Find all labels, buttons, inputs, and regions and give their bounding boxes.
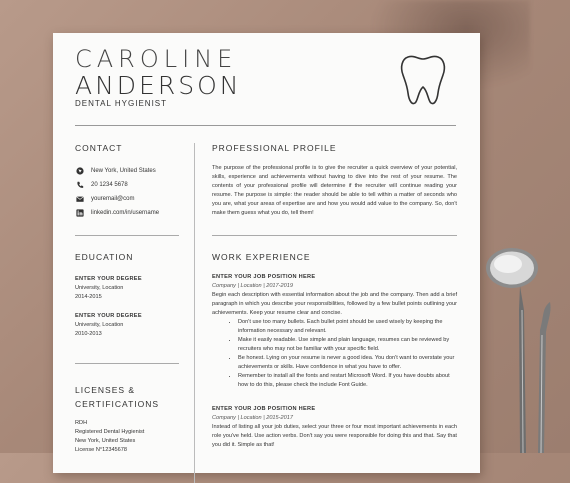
licenses-heading: LICENSES & CERTIFICATIONS (75, 385, 160, 409)
profile-heading: PROFESSIONAL PROFILE (212, 143, 337, 153)
education-entry: ENTER YOUR DEGREE University, Location 2014-2015 (75, 276, 142, 300)
email-icon (75, 195, 84, 204)
job-title: DENTAL HYGIENIST (75, 99, 168, 108)
list-item: • Remember to install all the fonts and restart Microsoft Word. If you have doubts about how to do this, please check the include Font Guide. (238, 372, 457, 390)
education-divider (75, 363, 179, 364)
column-divider (194, 143, 195, 483)
contact-phone: 20 1234 5678 (75, 178, 159, 192)
linkedin-icon (75, 209, 84, 218)
contact-heading: CONTACT (75, 143, 123, 153)
resume-page (53, 33, 480, 473)
contact-divider (75, 235, 179, 236)
last-name: ANDERSON (75, 71, 242, 100)
tooth-icon (398, 51, 448, 107)
phone-icon (75, 181, 84, 190)
education-heading: EDUCATION (75, 252, 134, 262)
profile-text: The purpose of the professional profile is to give the recruiter a quick overview of your potential, skills, experience and achievements without having to dive into the rest of your resume. The contents of your professional profile will determine if the recruiter will continue reading your resume. The purpose is simple: the reader should be able to tell within a matter of seconds who you are, what your areas of expertise are and how you would add value to the company. So, don't make them guess what you do, tell them! (212, 165, 457, 216)
job-entry: ENTER YOUR JOB POSITION HERE Company | Location | 2015-2017 Instead of listing all your job duties, select your three or four most important achievements in each role you've held. Use action verbs. Don't say you were responsible for doing this and that. Say that you did it. Simple as that! (212, 406, 457, 448)
education-entry: ENTER YOUR DEGREE University, Location 2010-2013 (75, 313, 142, 337)
achievement-list (212, 318, 457, 390)
profile-divider (212, 235, 457, 236)
list-item: • Make it easily readable. Use simple and plain language, resumes can be reviewed by recruiters who may not be familiar with your specific field. (238, 336, 457, 354)
dental-tools-image (480, 240, 570, 453)
contact-linkedin[interactable]: linkedin.com/in/username (75, 206, 159, 220)
contact-list (75, 164, 159, 220)
location-icon (75, 167, 84, 176)
contact-email[interactable]: youremail@com (75, 192, 159, 206)
list-item: • Don't use too many bullets. Each bullet point should be used wisely by keeping the information necessary and relevant. (238, 318, 457, 336)
list-item: • Be honest. Lying on your resume is never a good idea. You don't want to overstate your achievements or skills. Have confidence in what you have to offer. (238, 354, 457, 372)
job-entry: ENTER YOUR JOB POSITION HERE Company | Location | 2017-2019 Begin each description with essential information about the job and the company. Then add a brief paragraph in which you describe your responsibilities, followed by a few bullet points outlining your achievements. Keep your resume clear and concise. • Don't use too many bullets. Each bullet point should be used wisely by keeping the information necessary and relevant. • Make it easily readable. Use simple and plain language, resumes can be reviewed by recruiters who may not be familiar with your specific field. • Be honest. Lying on your resume is never a good idea. You don't want to overstate your achievements or skills. Have confidence in what you have to offer. • Remember to install all the fonts and restart Microsoft Word. If you have doubts about how to do this, please check the include Font Guide. (212, 273, 457, 390)
contact-location: New York, United States (75, 164, 159, 178)
header-divider (75, 125, 456, 126)
experience-heading: WORK EXPERIENCE (212, 252, 311, 262)
license-details: RDH Registered Dental Hygienist New York, United States License N°12345678 (75, 420, 145, 453)
first-name: CAROLINE (75, 45, 238, 73)
